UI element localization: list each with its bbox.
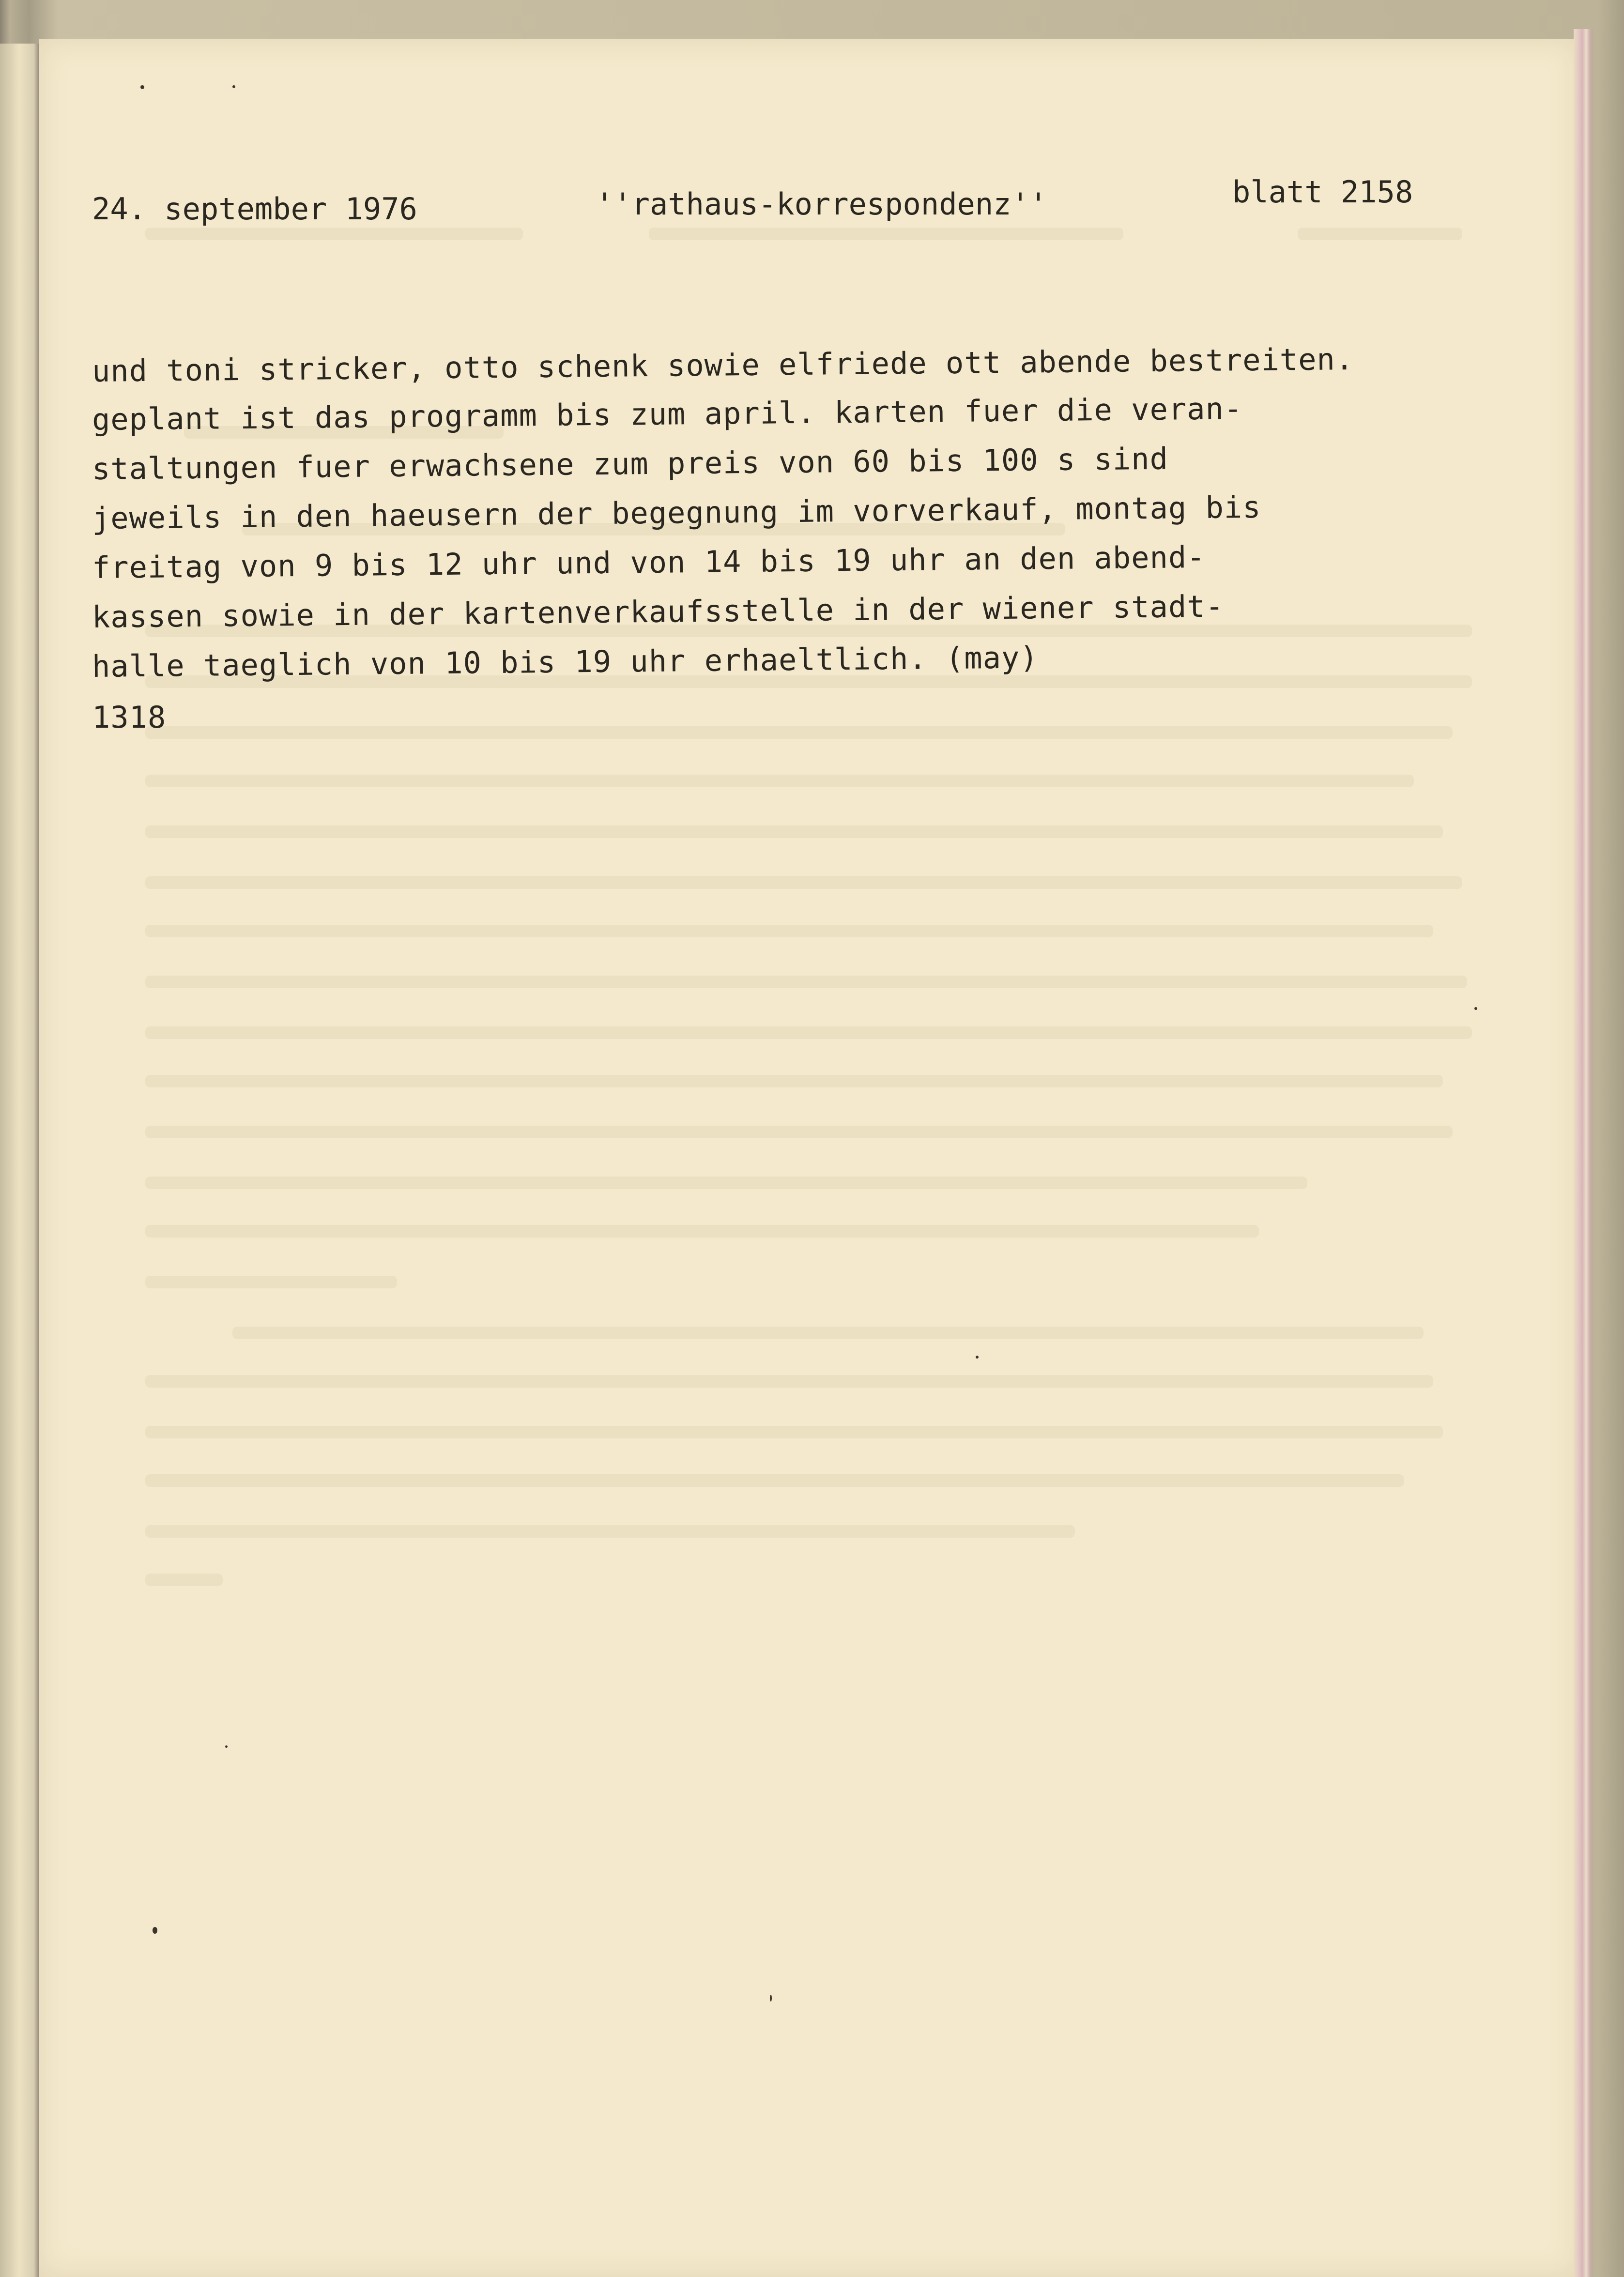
dust-speck: [225, 1745, 228, 1748]
document-number: 1318: [92, 700, 167, 735]
dust-speck: [770, 1995, 772, 2002]
header-date: 24. september 1976: [92, 191, 417, 227]
dust-speck: [976, 1356, 979, 1359]
body-line-1: und toni stricker, otto schenk sowie elfriede ott abende bestreiten.: [92, 341, 1354, 389]
body-line-4: jeweils in den haeusern der begegnung im vorverkauf, montag bis: [92, 489, 1261, 536]
dust-speck: [140, 85, 144, 89]
body-line-6: kassen sowie in der kartenverkaufsstelle in der wiener stadt-: [92, 588, 1225, 635]
header-sheet-number: blatt 2158: [1232, 174, 1413, 210]
dust-speck: [232, 85, 235, 88]
body-line-7: halle taeglich von 10 bis 19 uhr erhaeltlich. (may): [92, 640, 1039, 684]
header-publication: ''rathaus-korrespondenz'': [596, 186, 1048, 222]
dust-speck: [1474, 1007, 1477, 1010]
body-line-2: geplant ist das programm bis zum april. karten fuer die veran-: [92, 391, 1243, 437]
body-line-3: staltungen fuer erwachsene zum preis von 60 bis 100 s sind: [92, 441, 1169, 487]
body-line-5: freitag von 9 bis 12 uhr und von 14 bis 19 uhr an den abend-: [92, 539, 1206, 585]
dust-speck: [153, 1927, 157, 1934]
